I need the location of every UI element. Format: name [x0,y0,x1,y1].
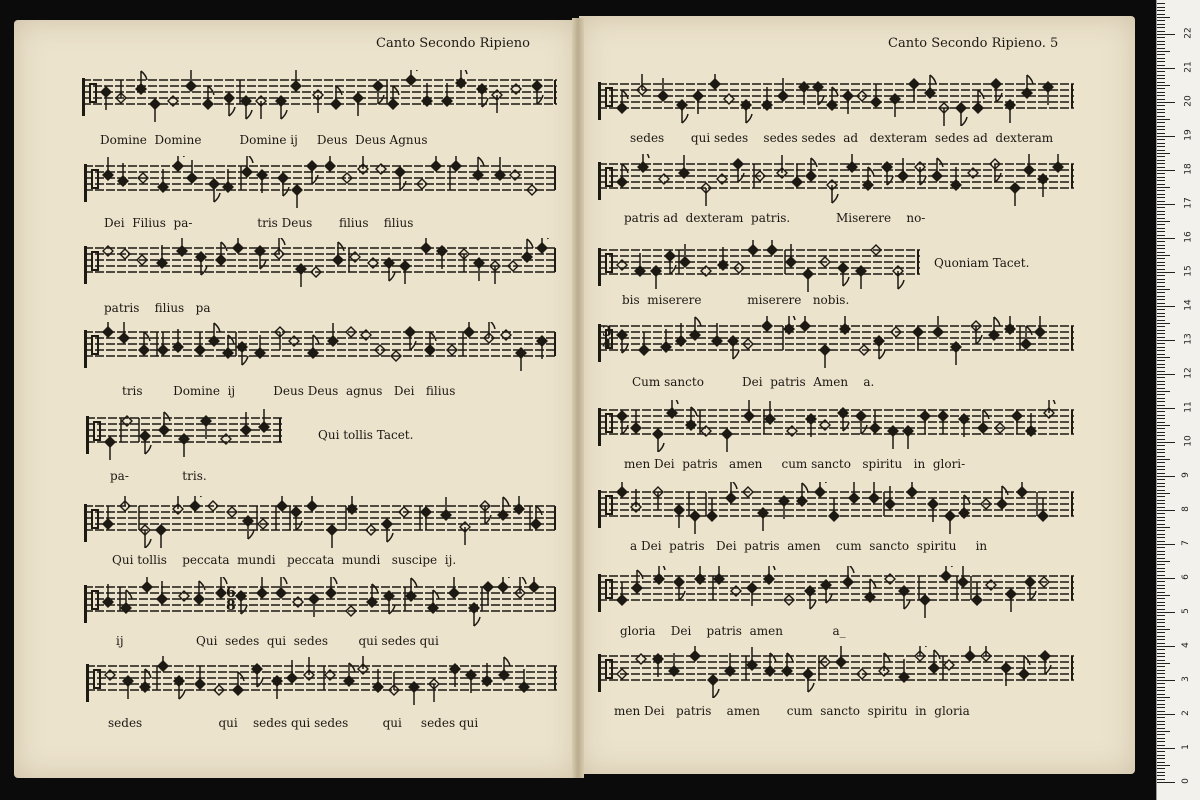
ruler-minor-tick [1157,626,1165,627]
lyric-line: Qui tollis peccata mundi peccata mundi suscipe ij. [112,553,457,567]
ruler-minor-tick [1157,275,1165,276]
ruler-minor-tick [1157,666,1165,667]
ruler-minor-tick [1157,65,1165,66]
ruler-minor-tick [1157,296,1165,297]
ruler-minor-tick [1157,507,1165,508]
ruler-minor-tick [1157,445,1165,446]
ruler-minor-tick [1157,619,1165,620]
ruler-label: 8 [1180,506,1191,512]
ruler-minor-tick [1157,694,1165,695]
ruler-minor-tick [1157,422,1165,423]
ruler-minor-tick [1157,585,1165,586]
ruler-label: 20 [1183,95,1194,107]
ruler-minor-tick [1157,201,1165,202]
lyric-line: Domine Domine Domine ij Deus Deus Agnus [100,133,428,147]
ruler-minor-tick [1157,473,1165,474]
ruler-minor-tick [1157,683,1165,684]
ruler-minor-tick [1157,734,1165,735]
ruler-label: 19 [1183,129,1194,141]
ruler-minor-tick [1157,466,1165,467]
ruler-major-tick [1157,714,1175,715]
ruler-minor-tick [1157,122,1165,123]
ruler-minor-tick [1157,639,1165,640]
ruler-label: 2 [1180,710,1191,716]
music-staff [86,656,557,700]
music-staff [84,156,557,200]
ruler-minor-tick [1157,687,1165,688]
ruler-label: 5 [1180,608,1191,614]
ruler-major-tick [1157,68,1175,69]
book-gutter [572,18,584,778]
ruler-minor-tick [1157,377,1165,378]
ruler-minor-tick [1157,197,1165,198]
ruler-minor-tick [1157,568,1165,569]
ruler-minor-tick [1157,211,1165,212]
ruler-minor-tick [1157,286,1165,287]
ruler-minor-tick [1157,779,1165,780]
ruler-minor-tick [1157,31,1165,32]
ruler-label: 21 [1183,61,1194,73]
ruler-major-tick [1157,646,1175,647]
lyric-line: sedes qui sedes sedes sedes ad dexteram sedes ad dexteram [630,131,1054,145]
ruler-minor-tick [1157,554,1165,555]
ruler-major-tick [1157,272,1175,273]
ruler-minor-tick [1157,343,1165,344]
page-number: 5 [1050,36,1059,51]
ruler-minor-tick [1157,571,1165,572]
ruler-minor-tick [1157,364,1165,365]
ruler-minor-tick [1157,670,1165,671]
ruler-minor-tick [1157,527,1170,528]
ruler-minor-tick [1157,401,1165,402]
ruler-minor-tick [1157,728,1165,729]
ruler-major-tick [1157,238,1175,239]
ruler-minor-tick [1157,415,1165,416]
tacet-marking: Quoniam Tacet. [934,256,1030,270]
music-staff [598,154,1074,198]
ruler-minor-tick [1157,303,1165,304]
ruler-minor-tick [1157,156,1165,157]
ruler-minor-tick [1157,605,1165,606]
ruler-major-tick [1157,102,1175,103]
ruler-minor-tick [1157,751,1165,752]
ruler-minor-tick [1157,289,1170,290]
ruler-minor-tick [1157,558,1165,559]
ruler-minor-tick [1157,20,1165,21]
ruler-minor-tick [1157,561,1170,562]
ruler-minor-tick [1157,37,1165,38]
ruler-minor-tick [1157,299,1165,300]
ruler-minor-tick [1157,357,1170,358]
ruler-minor-tick [1157,711,1165,712]
ruler-minor-tick [1157,367,1165,368]
ruler-minor-tick [1157,184,1165,185]
ruler-minor-tick [1157,360,1165,361]
ruler-minor-tick [1157,547,1165,548]
ruler-minor-tick [1157,231,1165,232]
music-staff [598,240,920,284]
ruler-minor-tick [1157,758,1165,759]
ruler-major-tick [1157,34,1175,35]
ruler-minor-tick [1157,105,1165,106]
ruler-minor-tick [1157,265,1165,266]
ruler-minor-tick [1157,14,1165,15]
ruler-minor-tick [1157,632,1165,633]
ruler-label: 14 [1183,299,1194,311]
ruler-minor-tick [1157,564,1165,565]
ruler-minor-tick [1157,7,1165,8]
ruler-minor-tick [1157,439,1165,440]
ruler-minor-tick [1157,150,1165,151]
ruler-minor-tick [1157,350,1165,351]
ruler-minor-tick [1157,292,1165,293]
ruler-minor-tick [1157,768,1165,769]
ruler-minor-tick [1157,194,1165,195]
ruler-minor-tick [1157,660,1165,661]
ruler-minor-tick [1157,143,1165,144]
ruler-minor-tick [1157,462,1165,463]
music-staff [598,646,1074,690]
ruler-major-tick [1157,680,1175,681]
lyric-line: patris ad dexteram patris. Miserere no- [624,211,926,225]
music-staff [84,322,557,366]
ruler-minor-tick [1157,704,1165,705]
ruler-minor-tick [1157,517,1165,518]
ruler-minor-tick [1157,17,1170,18]
ruler-label: 12 [1183,367,1194,379]
ruler-minor-tick [1157,598,1165,599]
ruler-minor-tick [1157,354,1165,355]
ruler-minor-tick [1157,656,1165,657]
ruler-minor-tick [1157,337,1165,338]
music-staff [598,482,1074,526]
ruler-minor-tick [1157,588,1165,589]
ruler-minor-tick [1157,109,1165,110]
lyric-line: men Dei patris amen cum sancto spiritu in gloria [614,704,970,718]
lyric-line: Cum sancto Dei patris Amen a. [632,375,875,389]
ruler-major-tick [1157,578,1175,579]
ruler-major-tick [1157,476,1175,477]
ruler-minor-tick [1157,218,1165,219]
ruler-label: 0 [1180,778,1191,784]
time-signature-digit: 8 [226,598,236,614]
ruler-minor-tick [1157,371,1165,372]
ruler-minor-tick [1157,391,1170,392]
tacet-marking: Qui tollis Tacet. [318,428,414,442]
ruler-minor-tick [1157,643,1165,644]
ruler-major-tick [1157,306,1175,307]
ruler-minor-tick [1157,479,1165,480]
ruler-minor-tick [1157,459,1170,460]
ruler-minor-tick [1157,347,1165,348]
ruler-minor-tick [1157,609,1165,610]
ruler-minor-tick [1157,255,1170,256]
ruler-minor-tick [1157,738,1165,739]
ruler-label: 13 [1183,333,1194,345]
ruler-minor-tick [1157,44,1165,45]
ruler-minor-tick [1157,258,1165,259]
ruler-minor-tick [1157,513,1165,514]
ruler-minor-tick [1157,629,1170,630]
ruler-minor-tick [1157,534,1165,535]
ruler-minor-tick [1157,622,1165,623]
ruler-major-tick [1157,612,1175,613]
ruler-minor-tick [1157,116,1165,117]
ruler-minor-tick [1157,428,1165,429]
ruler-label: 11 [1183,401,1194,413]
lyric-line: tris Domine ij Deus Deus agnus Dei filius [122,384,456,398]
ruler-minor-tick [1157,153,1170,154]
ruler-minor-tick [1157,500,1165,501]
ruler-label: 7 [1180,540,1191,546]
ruler-minor-tick [1157,27,1165,28]
ruler-minor-tick [1157,126,1165,127]
ruler-minor-tick [1157,724,1165,725]
ruler-minor-tick [1157,775,1165,776]
ruler-minor-tick [1157,10,1165,11]
music-staff [598,400,1074,444]
ruler-minor-tick [1157,615,1165,616]
ruler-label: 17 [1183,197,1194,209]
ruler-minor-tick [1157,649,1165,650]
ruler-minor-tick [1157,721,1165,722]
ruler-label: 22 [1183,27,1194,39]
ruler-minor-tick [1157,95,1165,96]
ruler-minor-tick [1157,493,1170,494]
ruler-minor-tick [1157,496,1165,497]
ruler-minor-tick [1157,762,1165,763]
ruler-label: 15 [1183,265,1194,277]
ruler-label: 9 [1180,472,1191,478]
ruler-minor-tick [1157,129,1165,130]
ruler-major-tick [1157,782,1175,783]
ruler-minor-tick [1157,745,1165,746]
ruler-minor-tick [1157,537,1165,538]
ruler-minor-tick [1157,139,1165,140]
ruler-minor-tick [1157,486,1165,487]
music-staff [598,566,1074,610]
ruler-minor-tick [1157,636,1165,637]
ruler-minor-tick [1157,320,1165,321]
ruler-minor-tick [1157,3,1165,4]
ruler-minor-tick [1157,435,1165,436]
ruler-major-tick [1157,136,1175,137]
ruler-label: 3 [1180,676,1191,682]
ruler-minor-tick [1157,214,1165,215]
ruler-minor-tick [1157,146,1165,147]
ruler-minor-tick [1157,58,1165,59]
ruler-label: 18 [1183,163,1194,175]
ruler-minor-tick [1157,677,1165,678]
ruler-minor-tick [1157,541,1165,542]
ruler-minor-tick [1157,333,1165,334]
ruler-minor-tick [1157,490,1165,491]
lyric-line: patris filius pa [104,301,211,315]
ruler-minor-tick [1157,177,1165,178]
music-staff [82,70,557,114]
ruler-minor-tick [1157,235,1165,236]
ruler-minor-tick [1157,690,1165,691]
ruler-minor-tick [1157,245,1165,246]
ruler-minor-tick [1157,41,1165,42]
ruler-minor-tick [1157,432,1165,433]
ruler-minor-tick [1157,221,1170,222]
measurement-ruler [1156,0,1200,800]
lyric-line: gloria Dei patris amen a_ [620,624,846,638]
ruler-minor-tick [1157,112,1165,113]
ruler-label: 6 [1180,574,1191,580]
ruler-major-tick [1157,748,1175,749]
ruler-minor-tick [1157,51,1170,52]
ruler-minor-tick [1157,755,1165,756]
lyric-line: a Dei patris Dei patris amen cum sancto spiritu in [630,539,988,553]
music-staff [86,408,282,452]
ruler-minor-tick [1157,241,1165,242]
ruler-minor-tick [1157,99,1165,100]
ruler-minor-tick [1157,581,1165,582]
time-signature-digit: 6 [226,585,236,601]
ruler-minor-tick [1157,595,1170,596]
ruler-major-tick [1157,340,1175,341]
ruler-minor-tick [1157,252,1165,253]
ruler-minor-tick [1157,700,1165,701]
ruler-minor-tick [1157,85,1170,86]
ruler-minor-tick [1157,425,1170,426]
music-staff [84,238,557,282]
lyric-line: ij Qui sedes qui sedes qui sedes qui [116,634,439,648]
ruler-minor-tick [1157,653,1165,654]
ruler-minor-tick [1157,309,1165,310]
music-staff [598,74,1074,118]
ruler-minor-tick [1157,24,1165,25]
ruler-minor-tick [1157,452,1165,453]
ruler-major-tick [1157,374,1175,375]
ruler-minor-tick [1157,398,1165,399]
ruler-minor-tick [1157,160,1165,161]
music-staff [84,577,557,621]
left-page-header: Canto Secondo Ripieno [376,36,530,51]
ruler-major-tick [1157,510,1175,511]
ruler-major-tick [1157,442,1175,443]
ruler-minor-tick [1157,663,1170,664]
ruler-minor-tick [1157,394,1165,395]
ruler-minor-tick [1157,405,1165,406]
ruler-minor-tick [1157,316,1165,317]
ruler-minor-tick [1157,418,1165,419]
ruler-minor-tick [1157,381,1165,382]
music-staff [598,316,1074,360]
ruler-minor-tick [1157,551,1165,552]
ruler-minor-tick [1157,384,1165,385]
ruler-minor-tick [1157,262,1165,263]
ruler-minor-tick [1157,92,1165,93]
ruler-minor-tick [1157,456,1165,457]
ruler-minor-tick [1157,765,1170,766]
ruler-minor-tick [1157,707,1165,708]
ruler-major-tick [1157,204,1175,205]
lyric-line: bis miserere miserere nobis. [622,293,850,307]
ruler-minor-tick [1157,717,1165,718]
ruler-minor-tick [1157,54,1165,55]
ruler-major-tick [1157,170,1175,171]
ruler-minor-tick [1157,190,1165,191]
ruler-minor-tick [1157,187,1170,188]
lyric-line: pa- tris. [110,469,207,483]
ruler-minor-tick [1157,163,1165,164]
ruler-minor-tick [1157,602,1165,603]
ruler-minor-tick [1157,248,1165,249]
ruler-minor-tick [1157,75,1165,76]
ruler-minor-tick [1157,326,1165,327]
ruler-minor-tick [1157,88,1165,89]
ruler-minor-tick [1157,323,1170,324]
ruler-major-tick [1157,408,1175,409]
ruler-minor-tick [1157,772,1165,773]
right-page-header: Canto Secondo Ripieno. [888,36,1046,51]
ruler-minor-tick [1157,71,1165,72]
ruler-minor-tick [1157,524,1165,525]
ruler-minor-tick [1157,388,1165,389]
ruler-minor-tick [1157,61,1165,62]
ruler-minor-tick [1157,697,1170,698]
ruler-minor-tick [1157,269,1165,270]
ruler-minor-tick [1157,530,1165,531]
ruler-minor-tick [1157,731,1170,732]
lyric-line: men Dei patris amen cum sancto spiritu in glori- [624,457,966,471]
ruler-minor-tick [1157,119,1170,120]
ruler-minor-tick [1157,313,1165,314]
ruler-minor-tick [1157,469,1165,470]
ruler-minor-tick [1157,82,1165,83]
ruler-minor-tick [1157,503,1165,504]
ruler-minor-tick [1157,228,1165,229]
ruler-minor-tick [1157,741,1165,742]
ruler-minor-tick [1157,173,1165,174]
lyric-line: sedes qui sedes qui sedes qui sedes qui [108,716,479,730]
time-signature-digit: 4 [602,337,612,353]
ruler-label: 16 [1183,231,1194,243]
ruler-minor-tick [1157,78,1165,79]
ruler-minor-tick [1157,520,1165,521]
ruler-minor-tick [1157,279,1165,280]
ruler-minor-tick [1157,224,1165,225]
ruler-minor-tick [1157,673,1165,674]
ruler-minor-tick [1157,167,1165,168]
ruler-minor-tick [1157,592,1165,593]
ruler-label: 4 [1180,642,1191,648]
ruler-minor-tick [1157,48,1165,49]
ruler-minor-tick [1157,207,1165,208]
ruler-minor-tick [1157,133,1165,134]
ruler-label: 10 [1183,435,1194,447]
ruler-minor-tick [1157,449,1165,450]
ruler-minor-tick [1157,180,1165,181]
ruler-minor-tick [1157,411,1165,412]
time-signature-digit: 3 [602,324,612,340]
ruler-minor-tick [1157,483,1165,484]
ruler-minor-tick [1157,330,1165,331]
music-staff [84,496,557,540]
ruler-minor-tick [1157,282,1165,283]
ruler-label: 1 [1180,744,1191,750]
ruler-major-tick [1157,544,1175,545]
ruler-minor-tick [1157,575,1165,576]
lyric-line: Dei Filius pa- tris Deus filius filius [104,216,414,230]
